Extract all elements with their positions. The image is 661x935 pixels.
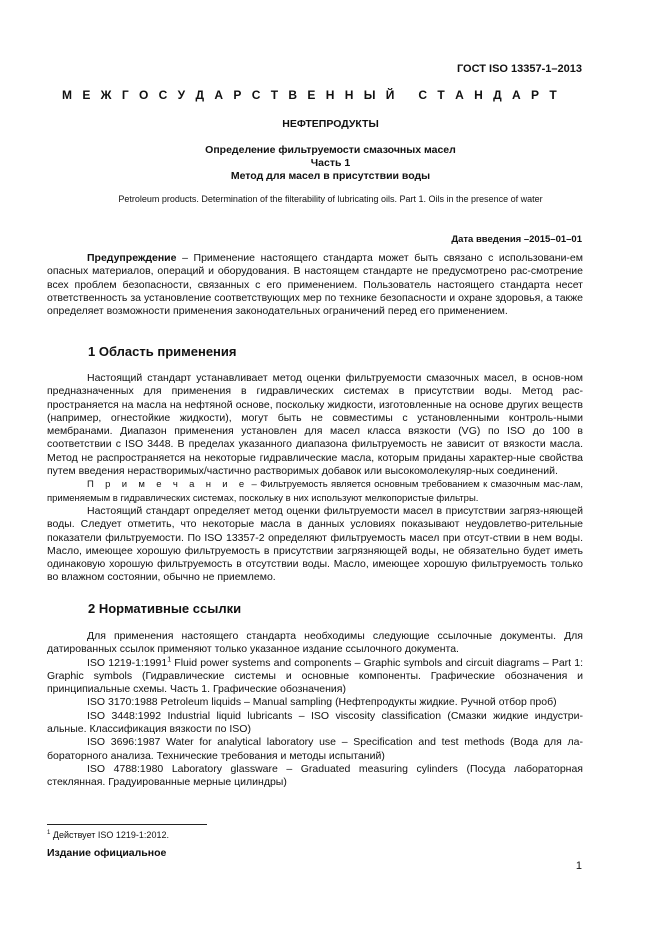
official-edition-label: Издание официальное: [47, 847, 167, 859]
footnote-separator: [47, 824, 207, 825]
reference-1: ISO 1219-1:1991$^1$ Fluid power systems and components – Graphic symbols and circuit diagrams – Part 1: Graphic symbols (Гидравлические системы и основные компоненты. Графические обозначения и принципиальные схемы. Часть 1. Графические обозначения): [47, 656, 583, 696]
banner-letter: С: [251, 88, 261, 102]
banner-letter: Т: [549, 88, 557, 102]
note-label: П р и м е ч а н и е: [87, 479, 249, 491]
banner-letter: Н: [474, 88, 483, 102]
banner-letter: Т: [270, 88, 279, 102]
footnote: $^1$ Действует ISO 1219-1:2012.: [47, 830, 169, 840]
banner-letter: Р: [233, 88, 242, 102]
banner-letter: Н: [325, 88, 335, 102]
section-1-body: [47, 372, 583, 585]
section-1-paragraph-2: Настоящий стандарт определяет метод оценки фильтруемости масел в присутствии загряз-няющей воды. Следует отметить, что некоторые масла в данных условиях показывают неудовлетво-рительные показатели фильтруемости. По ISO 13357-2 определяют фильтруемость масел при отсут-ствии в нем воды. Масло, имеющее хорошую фильтруемость в присутствии загрязняющей воды, не обязательно будет иметь одинаковую хорошую фильтруемость в отсутствии воды. Масло, имеющее хорошую фильтруемость только во влажном состоянии, обычно не приемлемо.: [47, 504, 583, 584]
banner-letter: Д: [195, 88, 205, 102]
warning-text: – Применение настоящего стандарта может быть связано с использовани-ем опасных материалов, операций и оборудования. В настоящем стандарте не предусмотрено рас-смотрение всех проблем безопасности, связанных с его применением. Пользователь настоящего стандарта несет ответственность за установление соответствующих мер по технике безопасности и охране здоровья, а также определяет возможности применения законодательных ограничений перед его применением.: [47, 252, 583, 318]
section-2-intro: Для применения настоящего стандарта необходимы следующие ссылочные документы. Для датированных ссылок применяют только указанное издание ссылочного документа.: [47, 630, 583, 656]
footnote-marker: 1: [167, 656, 172, 664]
banner-letter: А: [214, 88, 224, 102]
page-number: 1: [575, 860, 582, 872]
section-1-heading: 1 Область применения: [88, 344, 237, 359]
reference-2: ISO 3170:1988 Petroleum liquids – Manual sampling (Нефтепродукты жидкие. Ручной отбор проб): [87, 696, 557, 709]
introduction-date: Дата введения –2015–01–01: [451, 234, 582, 245]
banner-letter: Р: [530, 88, 539, 102]
reference-4: ISO 3696:1987 Water for analytical laboratory use – Specification and test methods (Вода для ла-бораторного анализа. Технические требования и методы испытаний): [47, 736, 583, 762]
banner-letter: Г: [121, 88, 129, 102]
banner-letter: Е: [82, 88, 91, 102]
banner-letter: А: [455, 88, 464, 102]
document-subtitle: [50, 144, 611, 183]
banner-letter: А: [511, 88, 521, 102]
warning-block: [47, 252, 583, 318]
interstate-standard-banner: [62, 88, 557, 102]
banner-letter: В: [288, 88, 298, 102]
document-title: НЕФТЕПРОДУКТЫ: [282, 118, 379, 130]
reference-5: ISO 4788:1980 Laboratory glassware – Graduated measuring cylinders (Посуда лабораторная стеклянная. Градуированные мерные цилиндры): [47, 762, 583, 789]
banner-letter: Т: [437, 88, 445, 102]
banner-letter: Ж: [100, 88, 112, 102]
banner-letter: Й: [385, 88, 395, 102]
banner-letter: У: [177, 88, 186, 102]
section-2-body: [47, 630, 583, 790]
banner-letter: Н: [344, 88, 354, 102]
banner-letter: М: [62, 88, 72, 102]
note-text: – Фильтруемость является основным требованием к смазочным мас-лам, применяемым в гидравлических системах, поскольку в них используют мелкопористые фильтры.: [47, 479, 583, 504]
document-code: ГОСТ ISO 13357-1–2013: [456, 63, 582, 75]
section-2-heading: 2 Нормативные ссылки: [88, 601, 242, 616]
subtitle-line-3: Метод для масел в присутствии воды: [230, 170, 431, 182]
banner-letter: Ы: [363, 88, 376, 102]
banner-letter: [405, 88, 408, 102]
subtitle-line-1: Определение фильтруемости смазочных масел: [205, 144, 456, 156]
section-1-paragraph-1: Настоящий стандарт устанавливает метод оценки фильтруемости смазочных масел, в основ-ном предназначенных для применения в гидравлических системах в присутствии воды. Метод рас-пространяется на масла на нефтяной основе, поскольку жидкости, изготовленные на основе других веществ (например, огнестойкие жидкости), могут быть не совместимы с установленными контроль-ными мембранами. Диапазон применения установлен для масел класса вязкости (VG) по ISO до 100 в соответствии с ISO 3448. В пределах указанного диапазона фильтруемость не зависит от вязкости масла. Метод не распространяется на некоторые гидравлические масла, которым приданы характер-ные свойства путем введения нерастворимых/частично растворимых добавок или высокомолекуляр-ных соединений.: [47, 372, 583, 478]
warning-label: Предупреждение: [87, 252, 177, 264]
banner-letter: С: [158, 88, 168, 102]
english-title: Petroleum products. Determination of the filterability of lubricating oils. Part 1. Oils in the presence of water: [118, 194, 543, 204]
banner-letter: О: [139, 88, 149, 102]
subtitle-line-2: Часть 1: [310, 157, 351, 169]
banner-letter: Е: [307, 88, 316, 102]
reference-3: ISO 3448:1992 Industrial liquid lubricants – ISO viscosity classification (Смазки жидкие индустри-альные. Классификация вязкости по ISO): [47, 709, 583, 736]
banner-letter: С: [418, 88, 428, 102]
banner-letter: Д: [493, 88, 502, 102]
